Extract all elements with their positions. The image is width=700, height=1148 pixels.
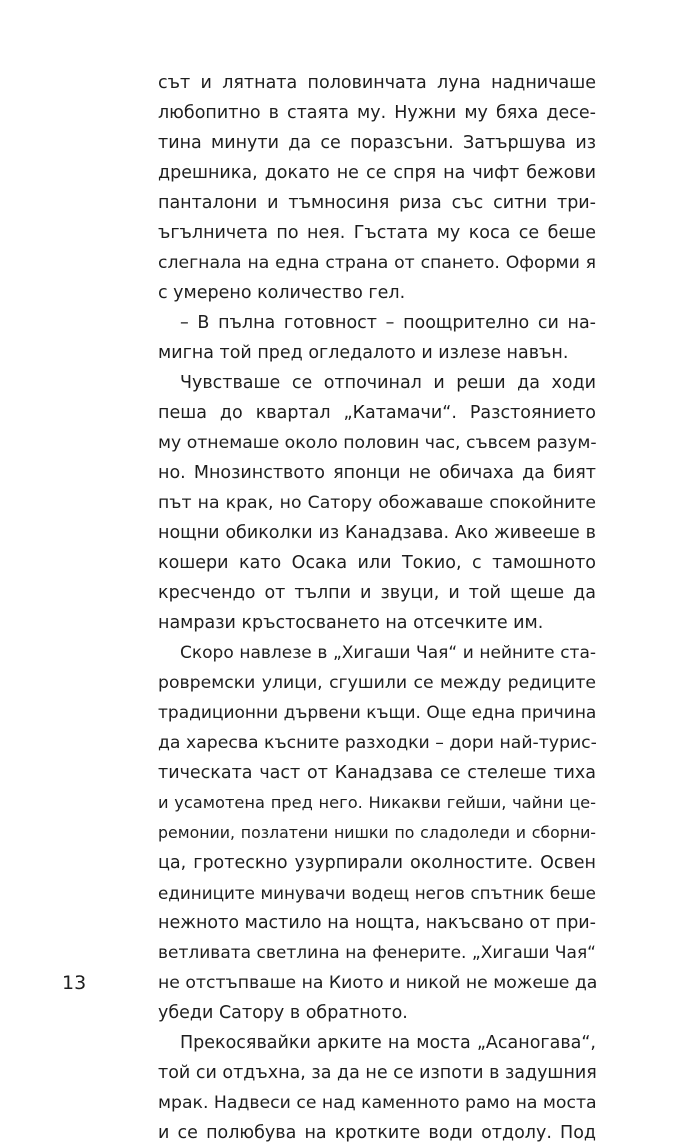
text-line: тина минути да се поразсъни. Затършува из <box>158 133 596 153</box>
text-line: мигна той пред огледалото и излезе навън. <box>158 343 569 363</box>
text-line: нежното мастило на нощта, накъсвано от при- <box>158 913 596 933</box>
text-line: мрак. Надвеси се над каменното рамо на моста <box>158 1093 597 1113</box>
paragraph <box>158 68 596 308</box>
text-line: ремонии, позлатени нишки по сладоледи и сборни- <box>158 823 596 842</box>
text-line: убеди Сатору в обратното. <box>158 1003 408 1023</box>
text-line: кресчендо от тълпи и звуци, и той щеше да <box>158 583 596 603</box>
text-line: Прекосявайки арките на моста „Асаногава“, <box>180 1033 596 1053</box>
text-line: той си отдъхна, за да не се изпоти в задушния <box>158 1063 597 1083</box>
text-line: му отнемаше около половин час, съвсем разум- <box>158 433 597 453</box>
text-line: ветливата светлина на фенерите. „Хигаши Чая“ <box>158 943 596 963</box>
text-line: ъгълничета по нея. Гъстата му коса се беше <box>158 223 596 243</box>
paragraph <box>158 1028 596 1148</box>
text-line: и се полюбува на кротките води отдолу. Под <box>158 1123 596 1143</box>
text-line: ца, гротескно узурпирали околностите. Освен <box>158 853 596 873</box>
text-line: но. Мнозинството японци не обичаха да бият <box>158 463 596 483</box>
text-line: Чувстваше се отпочинал и реши да ходи <box>180 373 596 393</box>
text-line: и усамотена пред него. Никакви гейши, чайни це- <box>158 793 596 812</box>
text-line: панталони и тъмносиня риза със ситни три- <box>158 193 596 213</box>
text-line: намрази кръстосването на отсечките им. <box>158 613 544 633</box>
text-line: любопитно в стаята му. Нужни му бяха десе- <box>158 103 596 123</box>
text-line: да харесва късните разходки – дори най-турис- <box>158 733 597 753</box>
page-number: 13 <box>62 972 87 994</box>
body-text <box>158 68 596 1148</box>
text-line: пеша до квартал „Катамачи“. Разстоянието <box>158 403 596 423</box>
text-line: традиционни дървени къщи. Още една причина <box>158 703 597 723</box>
text-line: дрешника, докато не се спря на чифт бежови <box>158 163 596 183</box>
text-line: – В пълна готовност – поощрително си на- <box>180 313 596 333</box>
text-line: сът и лятната половинчата луна надничаше <box>158 73 596 93</box>
paragraph <box>158 638 596 1028</box>
text-line: път на крак, но Сатору обожаваше спокойните <box>158 493 596 513</box>
text-line: с умерено количество гел. <box>158 283 406 303</box>
text-line: тическата част от Канадзава се стелеше тиха <box>158 763 596 783</box>
paragraph <box>158 368 596 638</box>
text-line: единиците минувачи водещ негов спътник беше <box>158 883 596 903</box>
text-line: ровремски улици, сгушили се между редиците <box>158 673 596 693</box>
text-line: не отстъпваше на Киото и никой не можеше да <box>158 973 598 993</box>
text-line: кошери като Осака или Токио, с тамошното <box>158 553 596 573</box>
text-line: нощни обиколки из Канадзава. Ако живееше в <box>158 523 596 543</box>
text-line: Скоро навлезе в „Хигаши Чая“ и нейните ста- <box>180 643 596 663</box>
text-line: слегнала на една страна от спането. Оформи я <box>158 253 596 273</box>
paragraph <box>158 308 596 368</box>
